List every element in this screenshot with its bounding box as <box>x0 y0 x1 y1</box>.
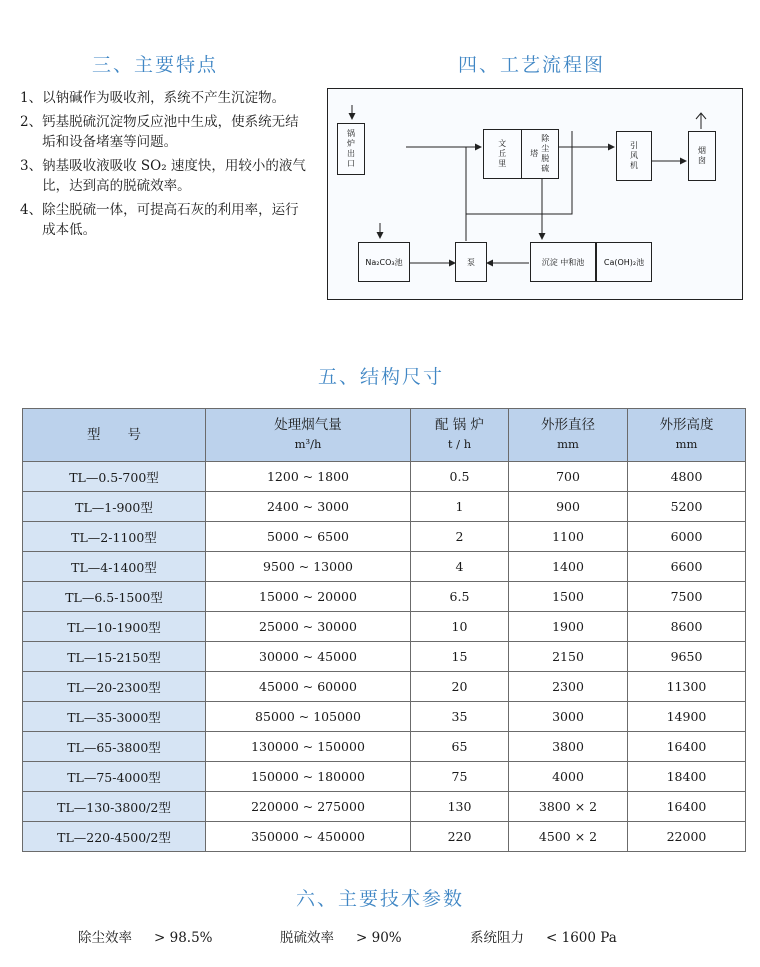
box-venturi-scrubber <box>483 129 559 179</box>
table-cell: 4800 <box>628 462 746 492</box>
table-row <box>23 642 746 672</box>
param-label: 除尘效率 <box>78 930 132 946</box>
header-unit: mm <box>557 437 579 451</box>
header-label: 配 锅 炉 <box>434 417 485 433</box>
table-row <box>23 822 746 852</box>
table-cell: 15 <box>411 642 509 672</box>
feature-item <box>20 88 312 109</box>
box-na2co3-tank: Na₂CO₃池 <box>358 242 410 282</box>
box-induced-fan: 引风机 <box>616 131 652 181</box>
table-cell: 4500 × 2 <box>509 822 628 852</box>
param-label: 系统阻力 <box>470 930 524 946</box>
table-cell: 9650 <box>628 642 746 672</box>
table-header-cell <box>23 409 206 462</box>
table-cell: 15000 ~ 20000 <box>206 582 411 612</box>
box-caoh2-tank: Ca(OH)₂池 <box>596 242 652 282</box>
table-cell: 65 <box>411 732 509 762</box>
table-cell: 5000 ~ 6500 <box>206 522 411 552</box>
table-cell: 16400 <box>628 792 746 822</box>
table-cell: 3000 <box>509 702 628 732</box>
model-cell: TL—4-1400型 <box>23 552 206 582</box>
table-cell: 8600 <box>628 612 746 642</box>
header-unit: mm <box>675 437 698 451</box>
table-cell: 6.5 <box>411 582 509 612</box>
table-cell: 4 <box>411 552 509 582</box>
table-header-cell <box>628 409 746 462</box>
table-row <box>23 522 746 552</box>
table-cell: 220 <box>411 822 509 852</box>
table-cell: 7500 <box>628 582 746 612</box>
table-cell: 4000 <box>509 762 628 792</box>
table-cell: 1500 <box>509 582 628 612</box>
tech-param <box>78 926 213 946</box>
table-row <box>23 492 746 522</box>
feature-text: 钙基脱硫沉淀物反应池中生成，使系统无结垢和设备堵塞等问题。 <box>42 113 299 150</box>
table-body <box>23 462 746 852</box>
model-cell: TL—20-2300型 <box>23 672 206 702</box>
features-list <box>20 88 312 244</box>
table-header-cell <box>411 409 509 462</box>
table-cell: 9500 ~ 13000 <box>206 552 411 582</box>
table-row <box>23 582 746 612</box>
feature-number: 2、 <box>20 113 43 130</box>
feature-number: 4、 <box>20 201 43 218</box>
table-cell: 1400 <box>509 552 628 582</box>
table-header-cell <box>509 409 628 462</box>
model-cell: TL—2-1100型 <box>23 522 206 552</box>
table-cell: 220000 ~ 275000 <box>206 792 411 822</box>
tech-param <box>470 926 617 946</box>
model-cell: TL—6.5-1500型 <box>23 582 206 612</box>
box-settle-neutralize: 沉淀 中和池 <box>530 242 596 282</box>
section5-title: 五、结构尺寸 <box>318 366 445 388</box>
param-value: > 98.5% <box>154 930 213 946</box>
table-cell: 18400 <box>628 762 746 792</box>
header-unit: m³/h <box>294 437 322 451</box>
table-cell: 1900 <box>509 612 628 642</box>
table-cell: 6000 <box>628 522 746 552</box>
header-label: 型 号 <box>87 426 141 443</box>
param-value: < 1600 Pa <box>546 930 617 946</box>
table-cell: 350000 ~ 450000 <box>206 822 411 852</box>
table-cell: 85000 ~ 105000 <box>206 702 411 732</box>
feature-number: 1、 <box>20 90 43 106</box>
table-cell: 11300 <box>628 672 746 702</box>
model-cell: TL—15-2150型 <box>23 642 206 672</box>
table-cell: 30000 ~ 45000 <box>206 642 411 672</box>
table-cell: 5200 <box>628 492 746 522</box>
table-cell: 150000 ~ 180000 <box>206 762 411 792</box>
scrubber-label: 除尘脱硫塔 <box>529 134 550 174</box>
table-cell: 2 <box>411 522 509 552</box>
venturi-label: 文丘里 <box>497 139 507 169</box>
model-cell: TL—10-1900型 <box>23 612 206 642</box>
table-cell: 6600 <box>628 552 746 582</box>
table-cell: 35 <box>411 702 509 732</box>
table-cell: 1100 <box>509 522 628 552</box>
table-cell: 14900 <box>628 702 746 732</box>
table-cell: 10 <box>411 612 509 642</box>
table-cell: 0.5 <box>411 462 509 492</box>
table-row <box>23 552 746 582</box>
table-cell: 700 <box>509 462 628 492</box>
model-cell: TL—130-3800/2型 <box>23 792 206 822</box>
model-cell: TL—35-3000型 <box>23 702 206 732</box>
header-label: 处理烟气量 <box>274 417 342 433</box>
table-row <box>23 672 746 702</box>
tech-param <box>280 926 402 946</box>
table-cell: 2300 <box>509 672 628 702</box>
table-cell: 3800 <box>509 732 628 762</box>
feature-text: 除尘脱硫一体，可提高石灰的利用率，运行成本低。 <box>42 201 299 238</box>
model-cell: TL—0.5-700型 <box>23 462 206 492</box>
param-value: > 90% <box>356 930 402 946</box>
header-label: 外形直径 <box>541 417 595 433</box>
table-header-row <box>23 409 746 462</box>
table-row <box>23 462 746 492</box>
table-cell: 3800 × 2 <box>509 792 628 822</box>
box-boiler-outlet: 锅炉出口 <box>337 123 365 175</box>
param-label: 脱硫效率 <box>280 930 334 946</box>
table-header-cell <box>206 409 411 462</box>
section3-title: 三、主要特点 <box>92 54 219 76</box>
table-cell: 2150 <box>509 642 628 672</box>
spec-table <box>22 408 746 852</box>
feature-item <box>20 112 312 153</box>
table-row <box>23 612 746 642</box>
table-row <box>23 732 746 762</box>
section4-title: 四、工艺流程图 <box>458 54 606 76</box>
model-cell: TL—75-4000型 <box>23 762 206 792</box>
table-row <box>23 702 746 732</box>
table-cell: 130000 ~ 150000 <box>206 732 411 762</box>
table-cell: 20 <box>411 672 509 702</box>
table-row <box>23 792 746 822</box>
table-cell: 130 <box>411 792 509 822</box>
table-row <box>23 762 746 792</box>
box-chimney: 烟囱 <box>688 131 716 181</box>
table-cell: 22000 <box>628 822 746 852</box>
table-cell: 1200 ~ 1800 <box>206 462 411 492</box>
feature-item <box>20 200 312 241</box>
section6-title: 六、主要技术参数 <box>296 888 465 910</box>
table-cell: 1 <box>411 492 509 522</box>
table-cell: 16400 <box>628 732 746 762</box>
feature-item <box>20 156 312 197</box>
table-cell: 900 <box>509 492 628 522</box>
model-cell: TL—220-4500/2型 <box>23 822 206 852</box>
table-cell: 25000 ~ 30000 <box>206 612 411 642</box>
feature-text: 钠基吸收液吸收 SO₂ 速度快，用较小的液气比，达到高的脱硫效率。 <box>42 157 306 194</box>
feature-text: 以钠碱作为吸收剂，系统不产生沉淀物。 <box>42 90 286 106</box>
table-cell: 2400 ~ 3000 <box>206 492 411 522</box>
model-cell: TL—1-900型 <box>23 492 206 522</box>
process-flow-diagram <box>327 88 743 300</box>
table-cell: 75 <box>411 762 509 792</box>
header-unit: t / h <box>447 437 472 451</box>
feature-number: 3、 <box>20 157 43 174</box>
model-cell: TL—65-3800型 <box>23 732 206 762</box>
box-pump: 泵 <box>455 242 487 282</box>
header-label: 外形高度 <box>659 417 714 433</box>
table-cell: 45000 ~ 60000 <box>206 672 411 702</box>
